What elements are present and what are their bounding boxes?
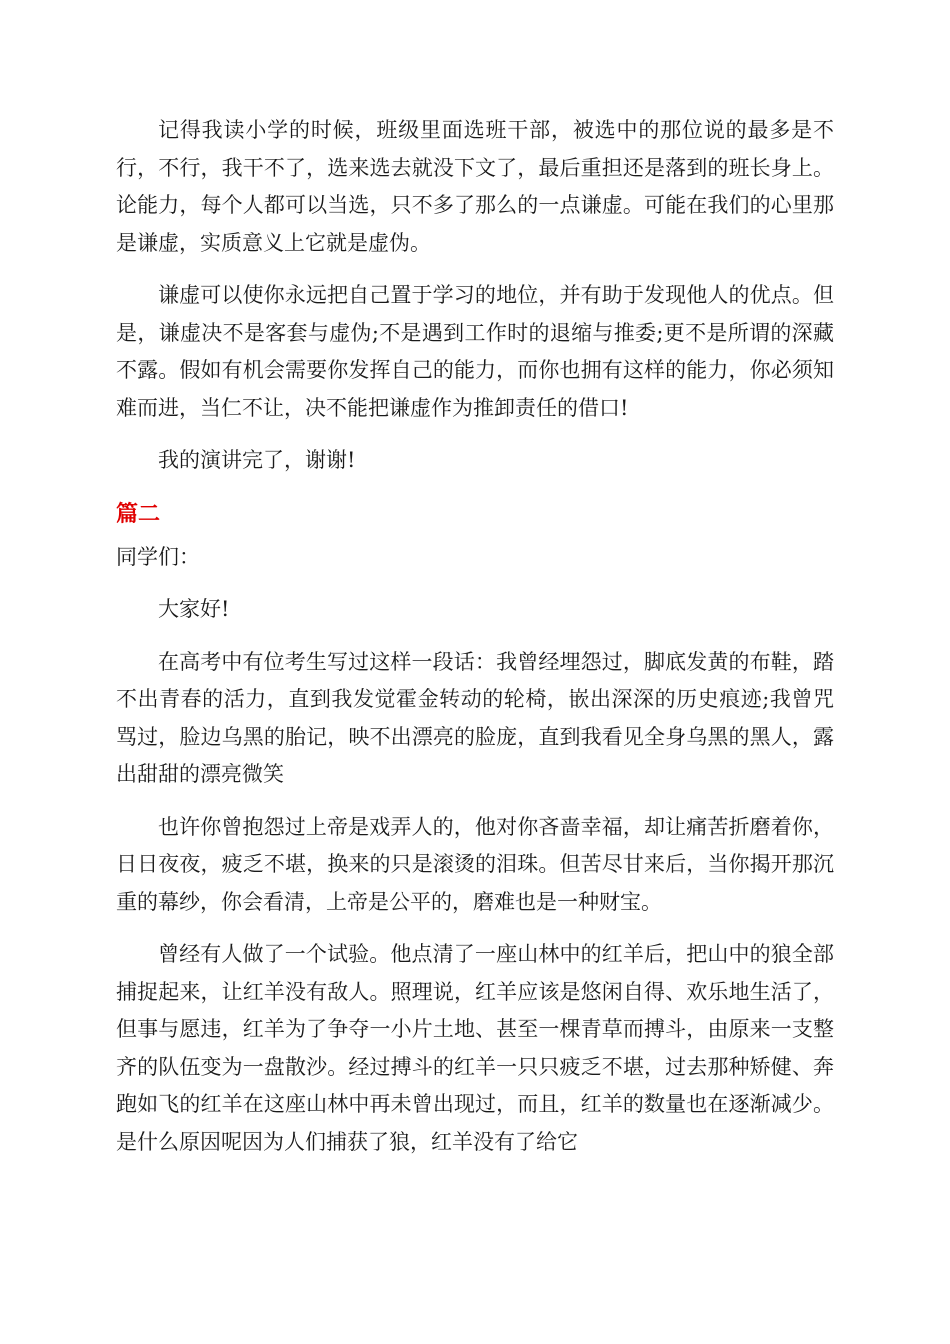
paragraph-exam-essay: 在高考中有位考生写过这样一段话：我曾经埋怨过，脚底发黄的布鞋，踏不出青春的活力，直到我发觉霍金转动的轮椅，嵌出深深的历史痕迹;我曾咒骂过，脸边乌黑的胎记，映不出漂亮的脸庞，直到我看见全身乌黑的黑人，露出甜甜的漂亮微笑: [116, 649, 834, 786]
paragraph-class-cadre-story: 记得我读小学的时候，班级里面选班干部，被选中的那位说的最多是不行，不行，我干不了，选来选去就没下文了，最后重担还是落到的班长身上。论能力，每个人都可以当选，只不多了那么的一点谦虚。可能在我们的心里那是谦虚，实质意义上它就是虚伪。: [116, 118, 834, 255]
salutation: 同学们：: [116, 544, 200, 569]
paragraph-speech-end: 我的演讲完了，谢谢!: [158, 448, 356, 472]
paragraph-greeting: 大家好!: [158, 597, 230, 621]
paragraph-modesty-meaning: 谦虚可以使你永远把自己置于学习的地位，并有助于发现他人的优点。但是，谦虚决不是客套与虚伪;不是遇到工作时的退缩与推委;更不是所谓的深藏不露。假如有机会需要你发挥自己的能力，而你也拥有这样的能力，你必须知难而进，当仁不让，决不能把谦虚作为推卸责任的借口!: [116, 283, 834, 420]
document-page: [116, 112, 834, 1161]
paragraph-red-sheep-experiment: 曾经有人做了一个试验。他点清了一座山林中的红羊后，把山中的狼全部捕捉起来，让红羊没有敌人。照理说，红羊应该是悠闲自得、欢乐地生活了，但事与愿违，红羊为了争夺一小片土地、甚至一棵青草而搏斗，由原来一支整齐的队伍变为一盘散沙。经过搏斗的红羊一只只疲乏不堪，过去那种矫健、奔跑如飞的红羊在这座山林中再未曾出现过，而且，红羊的数量也在逐渐减少。是什么原因呢因为人们捕获了狼，红羊没有了给它: [116, 942, 834, 1154]
paragraph-god-is-fair: 也许你曾抱怨过上帝是戏弄人的，他对你吝啬幸福，却让痛苦折磨着你，日日夜夜，疲乏不堪，换来的只是滚烫的泪珠。但苦尽甘来后，当你揭开那沉重的幕纱，你会看清，上帝是公平的，磨难也是一种财宝。: [116, 814, 834, 914]
section-heading: 篇二: [116, 500, 161, 527]
